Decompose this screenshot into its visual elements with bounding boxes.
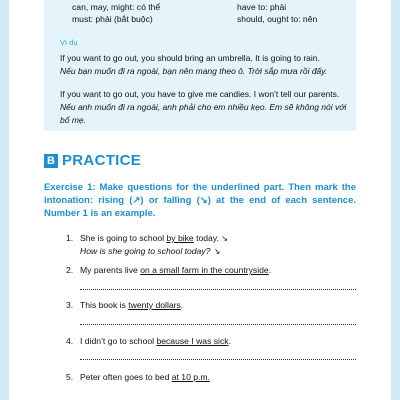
answer-line[interactable] [80, 324, 356, 325]
underlined-part: twenty dollars [128, 300, 181, 310]
underlined-part: on a small farm in the countryside [140, 265, 269, 275]
question-4: 4. I didn’t go to school because I was sick. [66, 336, 231, 346]
example-vietnamese-1: Nếu bạn muốn đi ra ngoài, bạn nên mang theo ô. Trời sắp mưa rồi đấy. [60, 66, 328, 76]
question-2: 2. My parents live on a small farm in the countryside. [66, 265, 272, 275]
falling-intonation-icon: ↘ [212, 246, 221, 256]
example-english-1: If you want to go out, you should bring an umbrella. It is going to rain. [60, 53, 320, 63]
right-border [391, 0, 400, 400]
example-english-2: If you want to go out, you have to give me candies. I won’t tell our parents. [60, 89, 340, 99]
example-vietnamese-2: Nếu anh muốn đi ra ngoài, anh phải cho em nhiều kẹo. Em sẽ không nói với bố mẹ. [60, 102, 347, 125]
answer-line[interactable] [80, 289, 356, 290]
modal-must: must: phải (bắt buộc) [72, 14, 153, 24]
question-3: 3. This book is twenty dollars. [66, 300, 184, 310]
modal-have-to: have to: phải [237, 2, 287, 12]
underlined-part: by bike [166, 233, 194, 243]
question-1: 1. She is going to school by bike today. ↘ [66, 233, 228, 243]
exercise-title: Exercise 1: Make questions for the underlined part. Then mark the intonation: rising (↗) or falling (↘) at the end of each sentence. Number 1 is an example. [44, 182, 356, 219]
question-1-answer: How is she going to school today? ↘ [80, 246, 221, 256]
question-5: 5. Peter often goes to bed at 10 p.m. [66, 372, 210, 382]
falling-intonation-icon: ↘ [221, 234, 228, 243]
answer-line[interactable] [80, 359, 356, 360]
underlined-part: because I was sick [156, 336, 229, 346]
left-border [0, 0, 9, 400]
section-title: PRACTICE [62, 152, 142, 169]
modal-can-may-might: can, may, might: có thể [72, 2, 161, 12]
section-badge: B [44, 154, 58, 168]
underlined-part: at 10 p.m. [171, 372, 210, 382]
practice-heading [44, 152, 141, 169]
modal-should: should, ought to: nên [237, 14, 318, 24]
example-label: Ví dụ [60, 38, 78, 47]
